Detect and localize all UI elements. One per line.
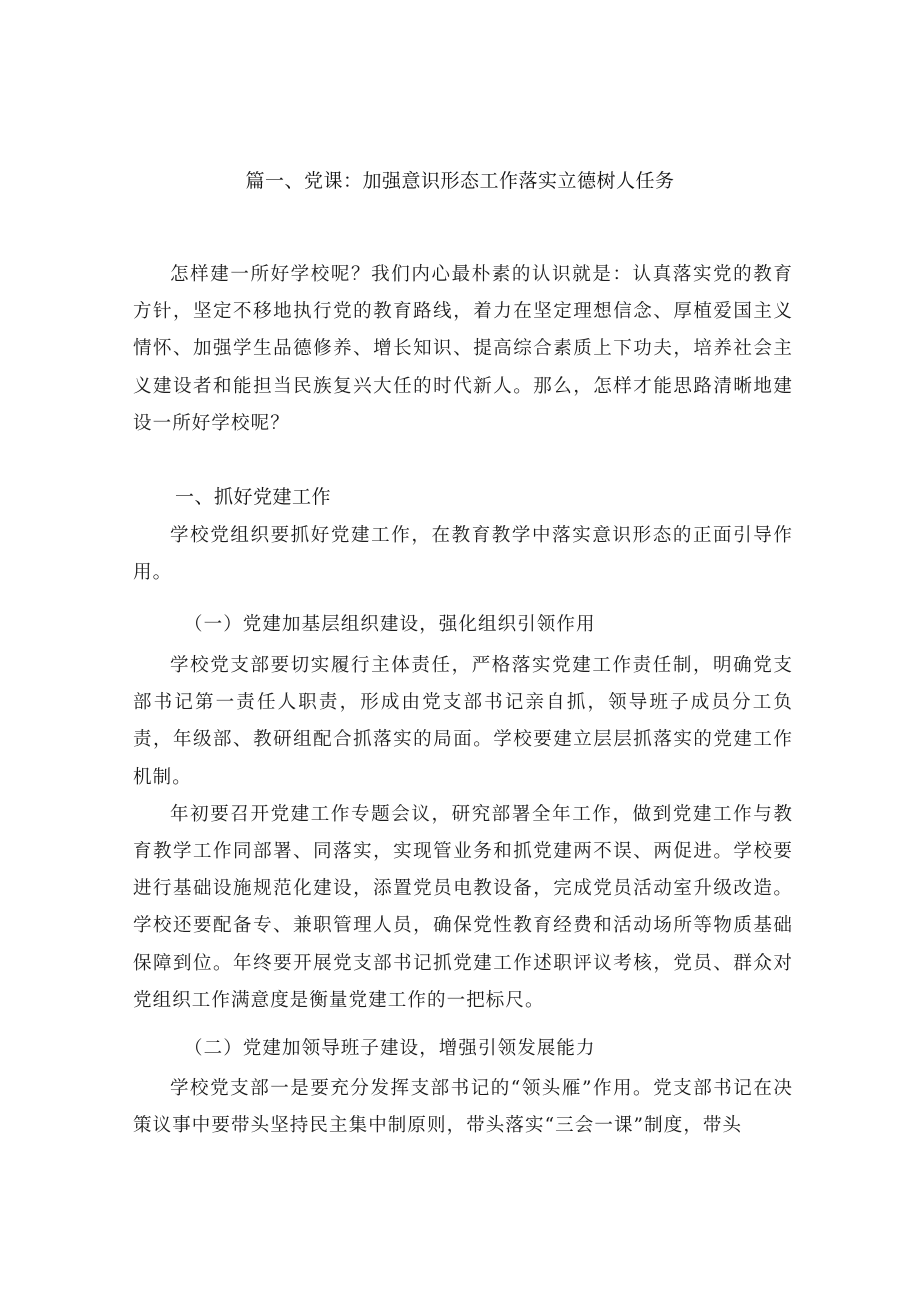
- subsection2-block: [133, 1070, 793, 1144]
- section1-block: [133, 517, 793, 591]
- subsection2-paragraph-1: 学校党支部一是要充分发挥支部书记的“领头雁”作用。党支部书记在决策议事中要带头坚持民主集中制原则，带头落实“三会一课”制度，带头: [133, 1078, 793, 1137]
- section1-paragraph: 学校党组织要抓好党建工作，在教育教学中落实意识形态的正面引导作用。: [133, 525, 793, 584]
- subsection1-paragraph-1: 学校党支部要切实履行主体责任，严格落实党建工作责任制，明确党支部书记第一责任人职责，形成由党支部书记亲自抓，领导班子成员分工负责，年级部、教研组配合抓落实的局面。学校要建立层层抓落实的党建工作机制。: [133, 655, 793, 788]
- section-heading-1: 一、抓好党建工作: [175, 486, 332, 508]
- subsection-heading-2: （二）党建加领导班子建设，增强引领发展能力: [184, 1038, 596, 1059]
- intro-block: [133, 256, 793, 442]
- subsection1-paragraph-2: 年初要召开党建工作专题会议，研究部署全年工作，做到党建工作与教育教学工作同部署、同落实，实现管业务和抓党建两不误、两促进。学校要进行基础设施规范化建设，添置党员电教设备，完成党员活动室升级改造。学校还要配备专、兼职管理人员，确保党性教育经费和活动场所等物质基础保障到位。年终要开展党支部书记抓党建工作述职评议考核，党员、群众对党组织工作满意度是衡量党建工作的一把标尺。: [133, 803, 793, 1011]
- document-title: 篇一、党课：加强意识形态工作落实立德树人任务: [245, 170, 675, 192]
- subsection-heading-1: （一）党建加基层组织建设，强化组织引领作用: [184, 614, 596, 635]
- subsection1-block: [133, 647, 793, 1019]
- intro-paragraph: 怎样建一所好学校呢？我们内心最朴素的认识就是：认真落实党的教育方针，坚定不移地执行党的教育路线，着力在坚定理想信念、厚植爱国主义情怀、加强学生品德修养、增长知识、提高综合素质上下功夫，培养社会主义建设者和能担当民族复兴大任的时代新人。那么，怎样才能思路清晰地建设一所好学校呢？: [133, 264, 793, 434]
